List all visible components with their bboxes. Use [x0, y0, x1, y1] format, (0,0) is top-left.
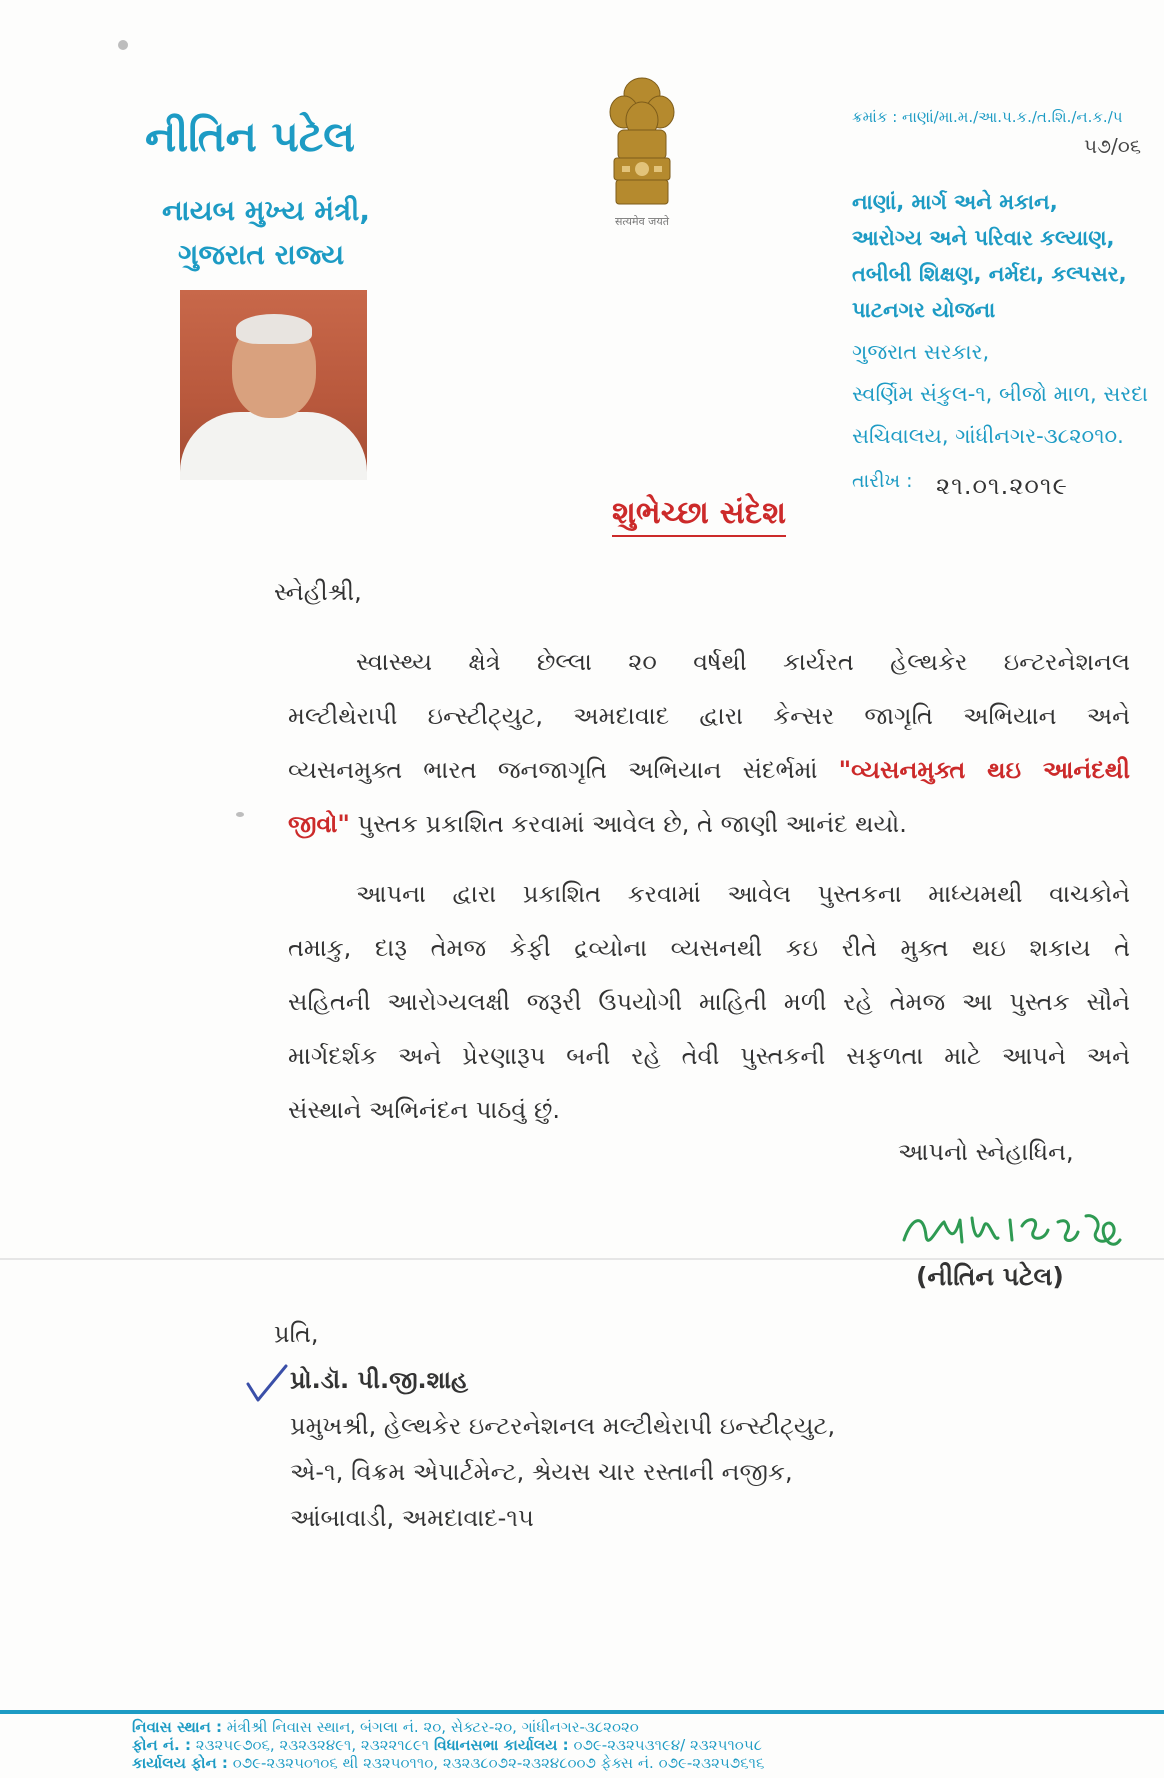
paragraph2-line	[288, 988, 1130, 1016]
signatory-name: (નીતિન પટેલ)	[916, 1262, 1064, 1291]
paragraph1-text: સ્વાસ્થ્ય ક્ષેત્રે છેલ્લા ૨૦ વર્ષથી કાર્યરત હેલ્થકેર ઇન્ટરનેશનલ	[356, 648, 1130, 676]
recipient-address-line: આંબાવાડી, અમદાવાદ-૧૫	[290, 1504, 534, 1532]
designation-line1: નાયબ મુખ્ય મંત્રી,	[162, 194, 370, 227]
recipient-name: પ્રો.ડૉ. પી.જી.શાહ	[290, 1366, 469, 1394]
paragraph1-line	[288, 810, 907, 838]
paragraph2-text: સંસ્થાને અભિનંદન પાઠવું છું.	[288, 1096, 561, 1124]
reference-number-label: ક્રમાંક : નાણાં/મા.મ./આ.પ.ક./ત.શિ./ન.ક./પ	[852, 108, 1123, 126]
paragraph2-line	[288, 1096, 560, 1124]
punch-hole-mark	[236, 812, 244, 817]
footer-residence	[132, 1718, 639, 1736]
salutation: સ્નેહીશ્રી,	[274, 578, 362, 606]
letter-subject: શુભેચ્છા સંદેશ	[612, 495, 786, 537]
footer-fax-label: ફેક્સ નં.	[600, 1754, 654, 1772]
date-label: તારીખ :	[852, 470, 913, 492]
date-value: ૨૧.૦૧.૨૦૧૯	[936, 472, 1068, 500]
closing: આપનો સ્નેહાધિન,	[898, 1138, 1074, 1166]
footer-phone-value: ૨૩૨૫૯૭૦૬, ૨૩૨૩૨૪૯૧, ૨૩૨૨૧૮૯૧	[195, 1736, 430, 1754]
paragraph1-text: મલ્ટીથેરાપી ઇન્સ્ટીટ્યુટ, અમદાવાદ દ્વારા કેન્સર જાગૃતિ અભિયાન અને	[288, 702, 1130, 730]
address-line: ગુજરાત સરકાર,	[852, 340, 990, 364]
paragraph2-text: સહિતની આરોગ્યલક્ષી જરૂરી ઉપયોગી માહિતી મળી રહે તેમજ આ પુસ્તક સૌને	[288, 988, 1130, 1016]
footer-assembly-value: ૦૭૯-૨૩૨૫૩૧૯૪/ ૨૩૨૫૧૦૫૮	[573, 1736, 762, 1754]
department-line: તબીબી શિક્ષણ, નર્મદા, કલ્પસર,	[852, 262, 1127, 286]
department-line: નાણાં, માર્ગ અને મકાન,	[852, 190, 1058, 214]
designation-line2: ગુજરાત રાજ્ય	[178, 238, 345, 271]
footer-assembly-label: વિધાનસભા કાર્યાલય :	[433, 1736, 569, 1754]
paragraph2-line	[288, 934, 1130, 962]
paragraph2-line	[356, 880, 1130, 908]
footer-office-phone-label: કાર્યાલય ફોન :	[132, 1754, 228, 1772]
book-title-highlight: જીવો"	[288, 810, 350, 838]
paragraph1-line	[288, 702, 1130, 730]
recipient-address-line: એ-૧, વિક્રમ એપાર્ટમેન્ટ, શ્રેયસ ચાર રસ્તાની નજીક,	[290, 1458, 793, 1486]
paragraph2-text: તમાકુ, દારૂ તેમજ કેફી દ્રવ્યોના વ્યસનથી કઇ રીતે મુક્ત થઇ શકાય તે	[288, 934, 1130, 962]
signature-icon	[898, 1196, 1130, 1258]
department-line: પાટનગર યોજના	[852, 298, 996, 322]
footer-phone	[132, 1736, 762, 1754]
footer-office-phone-value: ૦૭૯-૨૩૨૫૦૧૦૬ થી ૨૩૨૫૦૧૧૦, ૨૩૨૩૮૦૭૨-૨૩૨૪૮૦૦૭	[232, 1754, 596, 1772]
paragraph2-line	[288, 1042, 1130, 1070]
minister-name: નીતિન પટેલ	[145, 112, 356, 161]
emblem-motto: सत्यमेव जयते	[614, 215, 669, 228]
reference-number: ૫૭/૦૬	[1084, 134, 1142, 158]
book-title-highlight: "વ્યસનમુક્ત થઇ આનંદથી	[838, 756, 1130, 784]
address-line: સ્વર્ણિમ સંકુલ-૧, બીજો માળ, સરદા	[852, 382, 1149, 406]
footer-residence-value: મંત્રીશ્રી નિવાસ સ્થાન, બંગલા નં. ૨૦, સેક્ટર-૨૦, ગાંધીનગર-૩૮૨૦૨૦	[226, 1718, 639, 1736]
recipient-address-line: પ્રમુખશ્રી, હેલ્થકેર ઇન્ટરનેશનલ મલ્ટીથેરાપી ઇન્સ્ટીટ્યુટ,	[290, 1412, 836, 1440]
recipient-prefix: પ્રતિ,	[274, 1320, 319, 1348]
punch-hole-mark	[118, 40, 128, 50]
paragraph2-text: આપના દ્વારા પ્રકાશિત કરવામાં આવેલ પુસ્તકના માધ્યમથી વાચકોને	[356, 880, 1130, 908]
paragraph1-text: પુસ્તક પ્રકાશિત કરવામાં આવેલ છે, તે જાણી આનંદ થયો.	[349, 810, 907, 838]
paragraph1-line	[288, 756, 1130, 784]
address-line: સચિવાલય, ગાંધીનગર-૩૮૨૦૧૦.	[852, 424, 1124, 448]
paragraph1-text: વ્યસનમુક્ત ભારત જનજાગૃતિ અભિયાન સંદર્ભમાં	[288, 756, 839, 784]
minister-photo	[180, 290, 367, 480]
paragraph2-text: માર્ગદર્શક અને પ્રેરણારૂપ બની રહે તેવી પુસ્તકની સફળતા માટે આપને અને	[288, 1042, 1130, 1070]
checkmark-icon	[244, 1362, 290, 1404]
footer-phone-label: ફોન નં. :	[132, 1736, 191, 1754]
paragraph1-line	[356, 648, 1130, 676]
page-fold-line	[0, 1258, 1164, 1260]
photo-shirt	[180, 412, 367, 480]
footer-fax-value: ૦૭૯-૨૩૨૫૭૬૧૬	[658, 1754, 765, 1772]
footer-residence-label: નિવાસ સ્થાન :	[132, 1718, 222, 1736]
footer-divider	[0, 1710, 1164, 1714]
photo-hair	[236, 314, 312, 344]
department-line: આરોગ્ય અને પરિવાર કલ્યાણ,	[852, 226, 1115, 250]
footer-office-phone	[132, 1754, 764, 1772]
